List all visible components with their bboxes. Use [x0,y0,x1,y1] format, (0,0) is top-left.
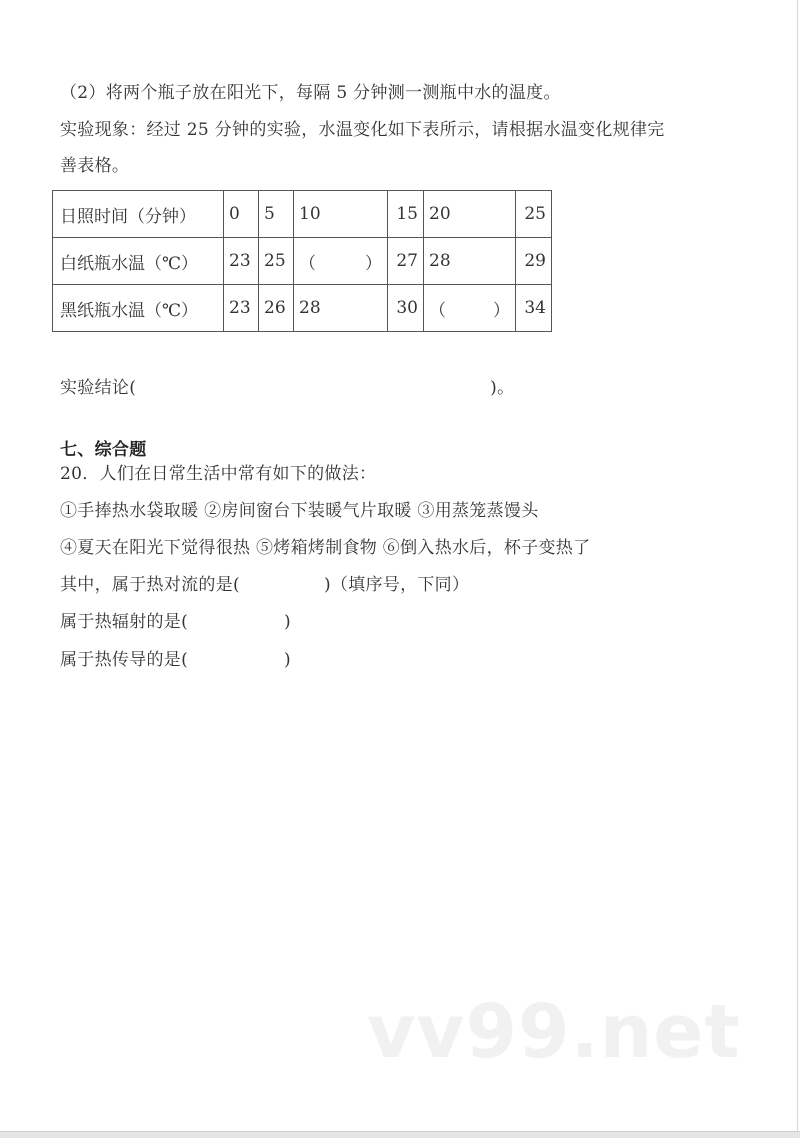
question-20-text: 20．人们在日常生活中常有如下的做法： [60,464,377,484]
options-line-2: ④夏天在阳光下觉得很热 ⑤烤箱烤制食物 ⑥倒入热水后，杯子变热了 [60,538,591,558]
table-cell: 25 [259,238,294,285]
table-cell: 23 [224,285,259,332]
table-cell: 30 [388,285,424,332]
conclusion-suffix: )。 [490,378,515,398]
table-cell: 28 [424,238,516,285]
phenomenon-text-line1: 实验现象：经过 25 分钟的实验，水温变化如下表所示，请根据水温变化规律完 [60,120,665,140]
radiation-suffix: ) [284,612,291,632]
section-heading: 七、综合题 [60,440,147,460]
options-line-1: ①手捧热水袋取暖 ②房间窗台下装暖气片取暖 ③用蒸笼蒸馒头 [60,501,539,521]
row-label: 日照时间（分钟） [53,191,224,238]
table-cell: 25 [516,191,552,238]
table-cell: 26 [259,285,294,332]
answer-blank-cell[interactable] [424,285,516,332]
answer-blank-cell[interactable] [294,238,388,285]
open-paren: （ [429,300,446,321]
phenomenon-text-line2: 善表格。 [60,156,130,176]
convection-question [60,574,469,596]
table-row-black-bottle [53,285,552,332]
table-cell: 29 [516,238,552,285]
table-cell: 15 [388,191,424,238]
table-cell: 34 [516,285,552,332]
table-cell: 20 [424,191,516,238]
open-paren: （ [299,253,316,274]
conclusion-prefix: 实验结论( [60,378,137,398]
close-paren: ） [493,300,510,321]
conduction-question [60,649,291,671]
row-label: 白纸瓶水温（℃） [53,238,224,285]
conduction-suffix: ) [284,650,291,670]
temperature-table [52,190,552,332]
convection-prefix: 其中，属于热对流的是( [60,575,240,595]
conclusion-line [60,377,514,399]
radiation-question [60,611,291,633]
convection-suffix: )（填序号，下同） [323,575,470,595]
close-paren: ） [365,253,382,274]
table-cell: 5 [259,191,294,238]
table-cell: 0 [224,191,259,238]
table-cell: 28 [294,285,388,332]
table-row-time [53,191,552,238]
table-cell: 10 [294,191,388,238]
watermark: vv99.net [367,989,741,1075]
radiation-prefix: 属于热辐射的是( [60,612,189,632]
table-cell: 27 [388,238,424,285]
step-2-text: （2）将两个瓶子放在阳光下，每隔 5 分钟测一测瓶中水的温度。 [60,83,561,103]
table-cell: 23 [224,238,259,285]
row-label: 黑纸瓶水温（℃） [53,285,224,332]
conduction-prefix: 属于热传导的是( [60,650,189,670]
table-row-white-bottle [53,238,552,285]
